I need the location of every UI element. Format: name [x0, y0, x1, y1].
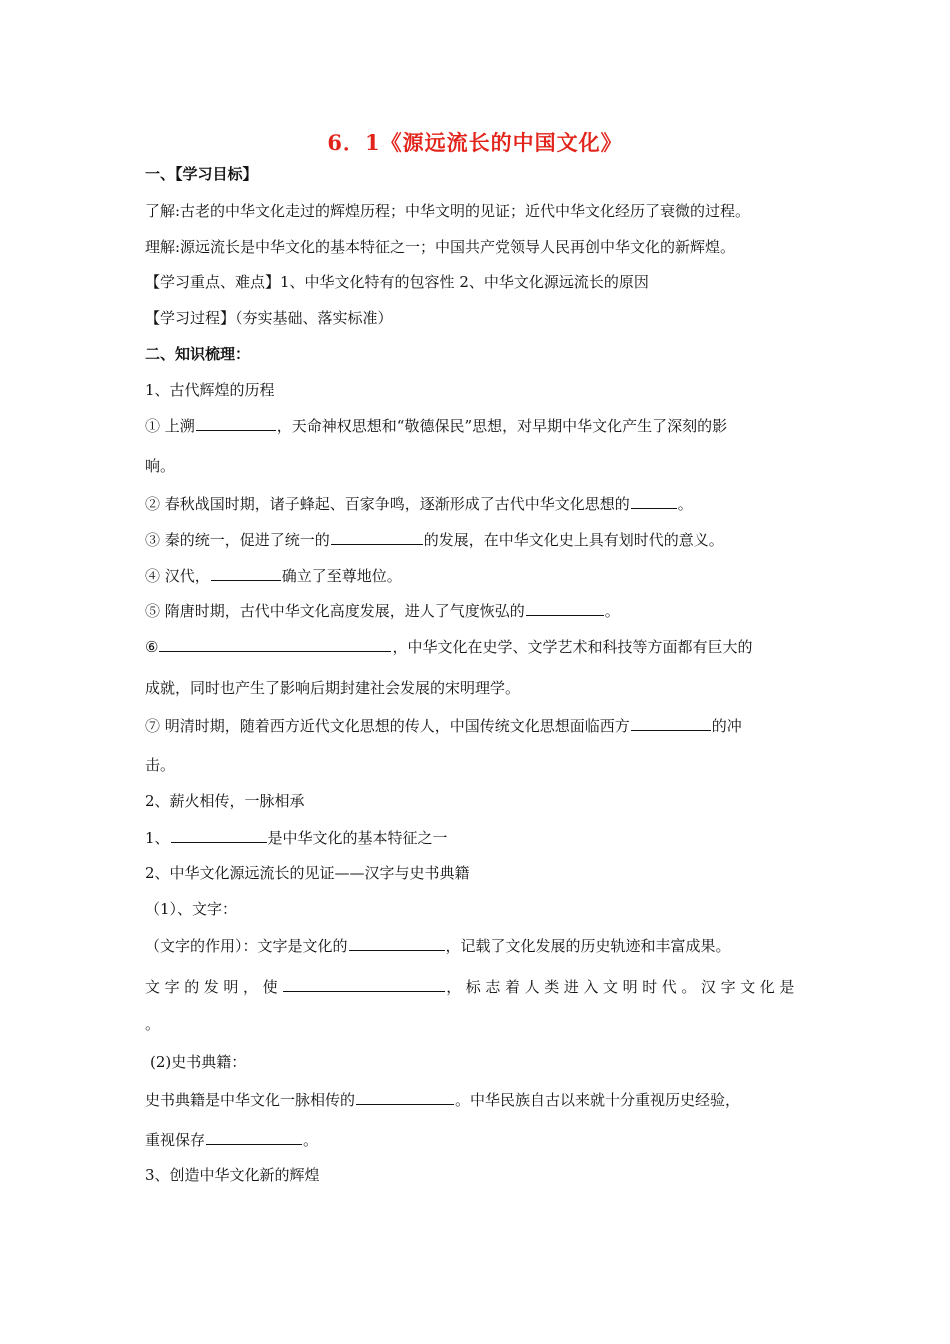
- writing-end: 。: [145, 1015, 161, 1033]
- item-7-cont: 击。: [145, 756, 176, 774]
- learning-process: 【学习过程】（夯实基础、落实标准）: [145, 309, 393, 327]
- page-title: 6．1《源远流长的中国文化》: [327, 130, 623, 155]
- fill-blank[interactable]: [171, 827, 267, 843]
- item-1: ① 上溯 ，天命神权思想和“敬德保民”思想，对早期中华文化产生了深刻的影: [145, 417, 728, 435]
- item-5: ⑤ 隋唐时期，古代中华文化高度发展，进人了气度恢弘的 。: [145, 602, 620, 620]
- fill-blank[interactable]: [356, 1089, 454, 1105]
- part1-title: 1、古代辉煌的历程: [145, 381, 275, 399]
- item-3: ③ 秦的统一，促进了统一的 的发展，在中华文化史上具有划时代的意义。: [145, 531, 724, 549]
- fill-blank[interactable]: [211, 565, 281, 581]
- goal-comprehend: 理解:源远流长是中华文化的基本特征之一；中国共产党领导人民再创中华文化的新辉煌。: [145, 238, 736, 256]
- writing-role: （文字的作用）：文字是文化的 ，记载了文化发展的历史轨迹和丰富成果。: [145, 937, 731, 955]
- part2-item-1: 1、 是中华文化的基本特征之一: [145, 829, 448, 847]
- fill-blank[interactable]: [631, 715, 711, 731]
- history-books-1: 史书典籍是中华文化一脉相传的 。中华民族自古以来就十分重视历史经验，: [145, 1091, 741, 1109]
- fill-blank[interactable]: [349, 935, 445, 951]
- writing-invention: 文字的发明，使 ，标志着人类进入文明时代。汉字文化是: [145, 978, 800, 996]
- fill-blank[interactable]: [526, 600, 604, 616]
- fill-blank[interactable]: [331, 529, 423, 545]
- fill-blank[interactable]: [159, 636, 391, 652]
- item-4: ④ 汉代， 确立了至尊地位。: [145, 567, 402, 585]
- item-2: ② 春秋战国时期，诸子蜂起、百家争鸣，逐渐形成了古代中华文化思想的 。: [145, 495, 693, 513]
- section-heading-goals: 一、【学习目标】: [145, 165, 258, 183]
- fill-blank[interactable]: [283, 976, 445, 992]
- part2-title: 2、薪火相传，一脉相承: [145, 792, 305, 810]
- part3-title: 3、创造中华文化新的辉煌: [145, 1166, 320, 1184]
- item-6: ⑥ ，中华文化在史学、文学艺术和科技等方面都有巨大的: [145, 638, 753, 656]
- item-1-cont: 响。: [145, 457, 176, 475]
- subsection-writing: （1）、文字：: [145, 900, 238, 918]
- fill-blank[interactable]: [631, 493, 677, 509]
- key-points: 【学习重点、难点】1、中华文化特有的包容性 2、中华文化源远流长的原因: [145, 273, 649, 291]
- goal-understand: 了解:古老的中华文化走过的辉煌历程；中华文明的见证；近代中华文化经历了衰微的过程。: [145, 202, 751, 220]
- item-6-cont: 成就，同时也产生了影响后期封建社会发展的宋明理学。: [145, 679, 521, 697]
- part2-item-2: 2、中华文化源远流长的见证——汉字与史书典籍: [145, 864, 470, 882]
- section-heading-knowledge: 二、知识梳理：: [145, 345, 251, 363]
- subsection-history-books: (2)史书典籍：: [150, 1053, 247, 1071]
- item-7: ⑦ 明清时期，随着西方近代文化思想的传人，中国传统文化思想面临西方 的冲: [145, 717, 742, 735]
- fill-blank[interactable]: [196, 415, 276, 431]
- history-books-2: 重视保存 。: [145, 1131, 319, 1149]
- fill-blank[interactable]: [206, 1129, 302, 1145]
